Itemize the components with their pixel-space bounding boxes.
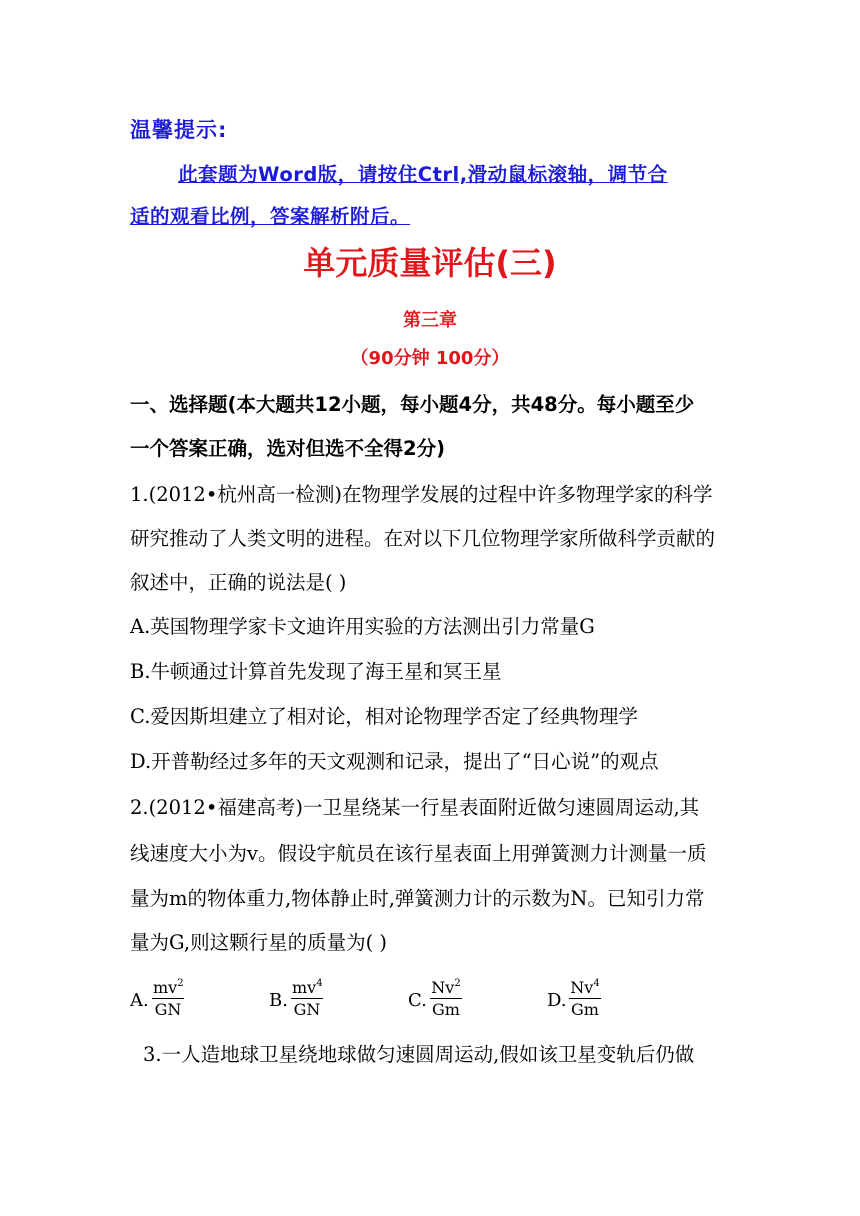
q2-stem-line-2: 线速度大小为v。假设宇航员在该行星表面上用弹簧测力计测量一质 <box>130 842 707 865</box>
q1-stem-line-2: 研究推动了人类文明的进程。在对以下几位物理学家所做科学贡献的 <box>130 527 716 550</box>
tip-line-1: 此套题为Word版，请按住Ctrl,滑动鼠标滚轴，调节合 <box>178 163 668 186</box>
q1-option-c: C.爱因斯坦建立了相对论，相对论物理学否定了经典物理学 <box>130 705 638 728</box>
page-title: 单元质量评估(三) <box>303 244 557 282</box>
option-label: C. <box>408 990 427 1011</box>
tip-heading: 温馨提示: <box>130 118 228 142</box>
fraction <box>291 978 323 1021</box>
q1-option-a: A.英国物理学家卡文迪许用实验的方法测出引力常量G <box>130 615 595 638</box>
fraction <box>430 978 462 1021</box>
q1-stem-line-1: 1.(2012•杭州高一检测)在物理学发展的过程中许多物理学家的科学 <box>130 483 713 506</box>
q2-options <box>130 978 730 1024</box>
time-score-label: （90分钟 100分） <box>350 348 510 369</box>
fraction-numerator: Nv$^4$ <box>570 978 600 997</box>
fraction-numerator: $mv^4$ <box>292 978 323 997</box>
fraction-numerator: Nv$^2$ <box>431 978 461 997</box>
q2-stem-line-3: 量为m的物体重力,物体静止时,弹簧测力计的示数为N。已知引力常 <box>130 887 705 910</box>
fraction-numerator: $mv^2$ <box>153 978 184 997</box>
fraction <box>152 978 184 1021</box>
fraction-denominator: Gm <box>432 1000 460 1019</box>
q3-stem-line-1: 3.一人造地球卫星绕地球做匀速圆周运动,假如该卫星变轨后仍做 <box>143 1043 695 1066</box>
section-heading-line-2: 一个答案正确，选对但选不全得2分) <box>130 437 445 460</box>
q1-option-d: D.开普勒经过多年的天文观测和记录，提出了“日心说”的观点 <box>130 750 659 773</box>
q1-option-b: B.牛顿通过计算首先发现了海王星和冥王星 <box>130 660 502 683</box>
q2-stem-line-4: 量为G,则这颗行星的质量为( ) <box>130 931 387 954</box>
option-label: B. <box>269 990 288 1011</box>
fraction <box>569 978 601 1021</box>
option-label: A. <box>130 990 149 1011</box>
fraction-denominator: Gm <box>571 1000 599 1019</box>
tip-line-2: 适的观看比例，答案解析附后。 <box>130 205 411 228</box>
section-heading-line-1: 一、选择题(本大题共12小题，每小题4分，共48分。每小题至少 <box>130 393 695 416</box>
q1-stem-line-3: 叙述中，正确的说法是( ) <box>130 571 347 594</box>
q2-stem-line-1: 2.(2012•福建高考)一卫星绕某一行星表面附近做匀速圆周运动,其 <box>130 796 700 819</box>
chapter-label: 第三章 <box>403 310 457 331</box>
fraction-denominator: GN <box>154 1000 182 1019</box>
option-label: D. <box>547 990 567 1011</box>
fraction-denominator: GN <box>293 1000 321 1019</box>
